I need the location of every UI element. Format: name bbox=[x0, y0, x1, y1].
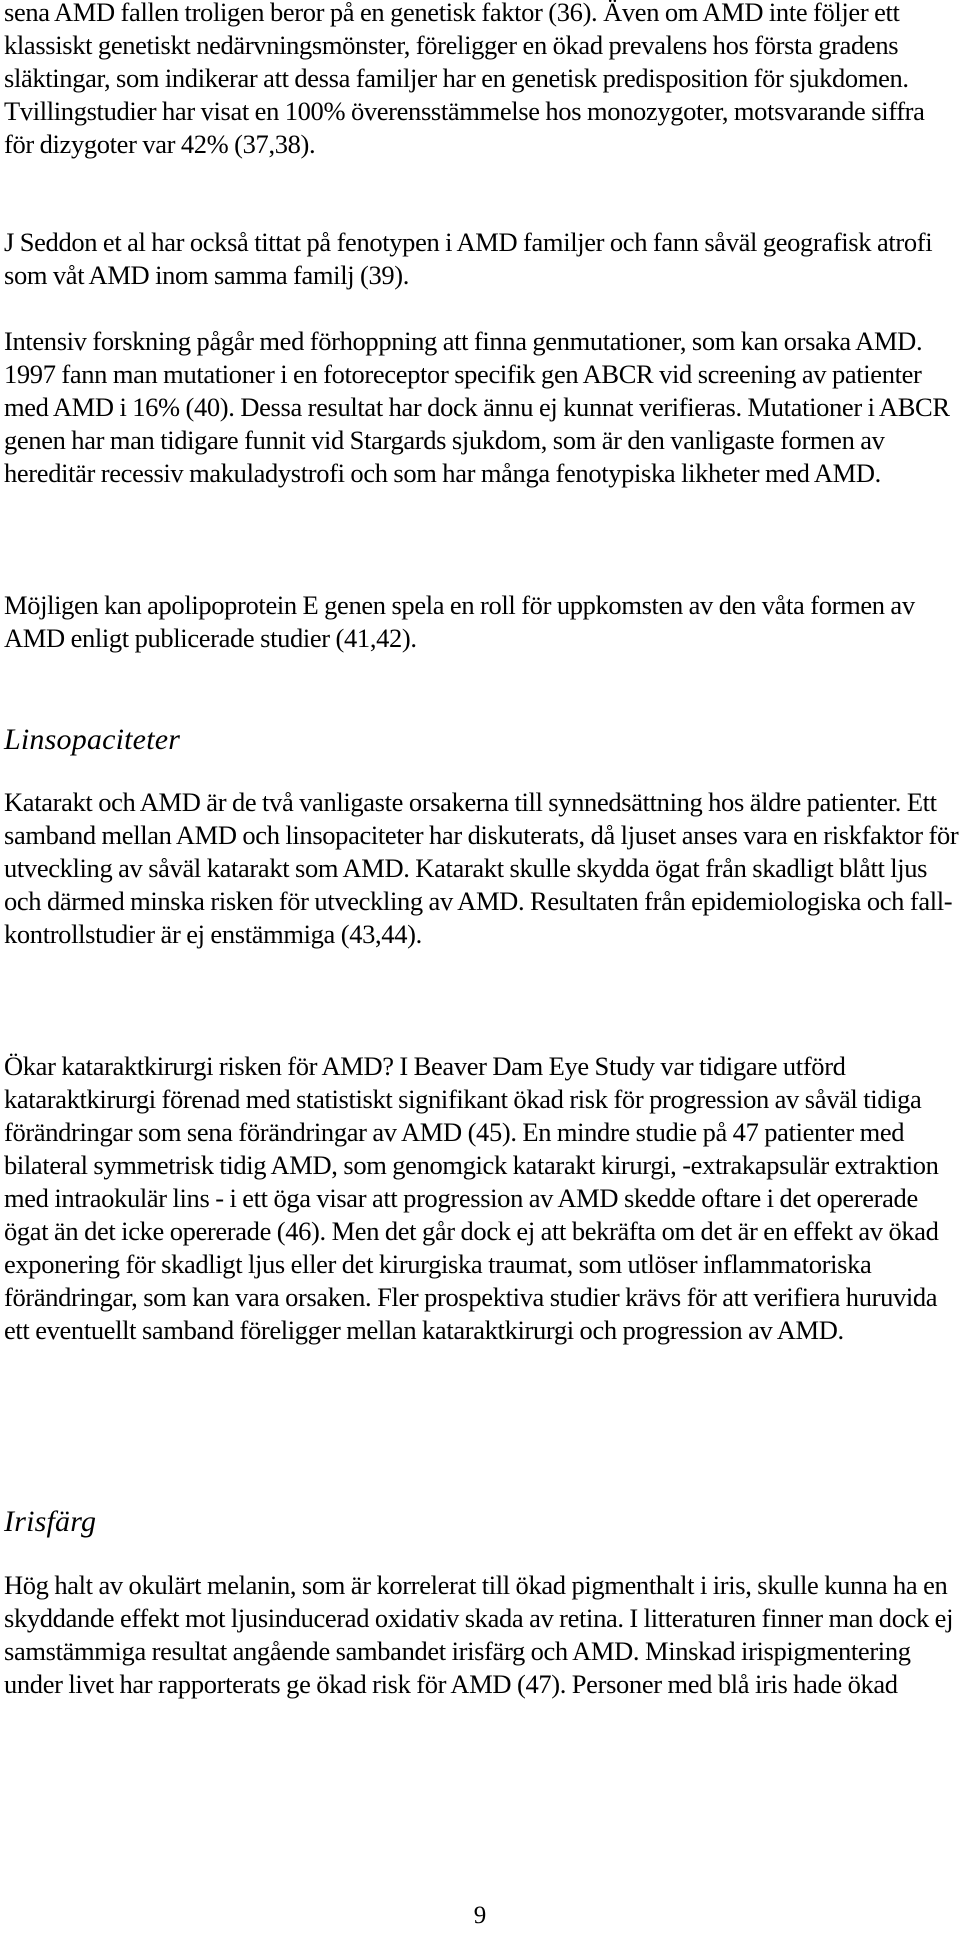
paragraph-genmutationer: Intensiv forskning pågår med förhoppning att finna genmutationer, som kan orsaka AMD. 1997 fann man mutationer i en fotoreceptor specifik gen ABCR vid screening av patienter med AMD i 16% (40). Dessa resultat har dock ännu ej kunnat verifieras. Mutationer i ABCR genen har man tidigare funnit vid Stargards sjukdom, som är den vanligaste formen av hereditär recessiv makuladystrofi och som har många fenotypiska likheter med AMD. bbox=[4, 326, 950, 488]
paragraph-apolipoprotein: Möjligen kan apolipoprotein E genen spela en roll för uppkomsten av den våta formen av AMD enligt publicerade studier (41,42). bbox=[4, 590, 915, 653]
paragraph-genetics-intro: sena AMD fallen troligen beror på en genetisk faktor (36). Även om AMD inte följer ett klassiskt genetiskt nedärvningsmönster, föreligger en ökad prevalens hos första gradens släktingar, som indikerar att dessa familjer har en genetisk predisposition för sjukdomen. Tvillingstudier har visat en 100% överensstämmelse hos monozygoter, motsvarande siffra för dizygoter var 42% (37,38). bbox=[4, 0, 925, 159]
paragraph-kataraktkirurgi: Ökar kataraktkirurgi risken för AMD? I Beaver Dam Eye Study var tidigare utförd kataraktkirurgi förenad med statistiskt signifikant ökad risk för progression av såväl tidiga förändringar som sena förändringar av AMD (45). En mindre studie på 47 patienter med bilateral symmetrisk tidig AMD, som genomgick katarakt kirurgi, -extrakapsulär extraktion med intraokulär lins - i ett öga visar att progression av AMD skedde oftare i det opererade ögat än det icke opererade (46). Men det går dock ej att bekräfta om det är en effekt av ökad exponering för skadligt ljus eller det kirurgiska traumat, som utlöser inflammatoriska förändringar, som kan vara orsaken. Fler prospektiva studier krävs för att verifiera huruvida ett eventuellt samband föreligger mellan kataraktkirurgi och progression av AMD. bbox=[4, 1051, 939, 1345]
paragraph-seddon: J Seddon et al har också tittat på fenotypen i AMD familjer och fann såväl geografisk atrofi som våt AMD inom samma familj (39). bbox=[4, 227, 933, 290]
page-number: 9 bbox=[473, 1902, 487, 1929]
paragraph-katarakt: Katarakt och AMD är de två vanligaste orsakerna till synnedsättning hos äldre patienter. Ett samband mellan AMD och linsopaciteter har diskuterats, då ljuset anses vara en riskfaktor för utveckling av såväl katarakt som AMD. Katarakt skulle skydda ögat från skadligt blått ljus och därmed minska risken för utveckling av AMD. Resultaten från epidemiologiska och fall-kontrollstudier är ej enstämmiga (43,44). bbox=[4, 787, 959, 949]
paragraph-irisfarg: Hög halt av okulärt melanin, som är korrelerat till ökad pigmenthalt i iris, skulle kunna ha en skyddande effekt mot ljusinducerad oxidativ skada av retina. I litteraturen finner man dock ej samstämmiga resultat angående sambandet irisfärg och AMD. Minskad irispigmentering under livet har rapporterats ge ökad risk för AMD (47). Personer med blå iris hade ökad bbox=[4, 1570, 954, 1699]
section-heading-irisfarg: Irisfärg bbox=[4, 1505, 97, 1538]
section-heading-linsopaciteter: Linsopaciteter bbox=[4, 723, 181, 756]
